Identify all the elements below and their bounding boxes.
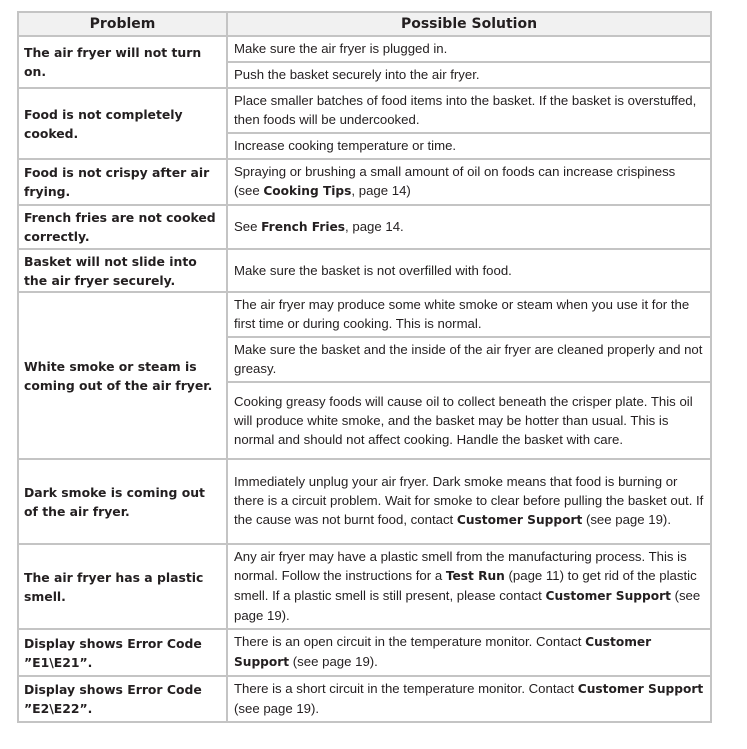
solution-text: There is an open circuit in the temperature monitor. Contact [234,634,586,649]
solution-text: (see page 19). [289,654,378,669]
problem-cell: Food is not completely cooked. [18,88,227,159]
solution-cell [227,249,711,292]
solution-cell [227,88,711,133]
solution-text: Increase cooking temperature or time. [234,138,457,153]
table-row [18,249,711,292]
solution-text: Cooking greasy foods will cause oil to collect beneath the crisper plate. This oil will produce white smoke, and the basket may be hotter than usual. This is normal and should not affect cooking. Handle the basket with care. [234,393,693,447]
solution-reference-bold: Cooking Tips [263,184,352,198]
solution-reference-bold: Test Run [445,569,505,583]
solution-cell [227,459,711,544]
solution-cell [227,133,711,159]
table-row [18,159,711,205]
table-row [18,459,711,544]
problem-cell: White smoke or steam is coming out of the air fryer. [18,292,227,459]
table-row [18,36,711,62]
table-row [18,292,711,337]
problem-cell: Basket will not slide into the air fryer securely. [18,249,227,292]
solution-text: Immediately unplug your air fryer. Dark smoke means that food is burning or there is a circuit problem. Wait for smoke to clear before pulling the basket out. If the cause was not burnt food, contact [234,474,704,527]
table-body [18,36,711,722]
solution-cell [227,205,711,249]
solution-text: There is a short circuit in the temperature monitor. Contact [234,681,578,696]
solution-cell [227,337,711,382]
solution-text: Make sure the air fryer is plugged in. [234,41,448,56]
solution-cell [227,62,711,88]
solution-cell [227,382,711,459]
solution-reference-bold: Customer Support [545,589,671,603]
solution-text: Push the basket securely into the air fryer. [234,67,480,82]
solution-cell [227,676,711,722]
problem-column-header: Problem [18,12,227,36]
solution-text: Make sure the basket is not overfilled with food. [234,262,512,278]
problem-cell: Display shows Error Code ”E2\E22”. [18,676,227,722]
solution-text: , page 14) [351,183,411,198]
problem-cell: Food is not crispy after air frying. [18,159,227,205]
table-row [18,544,711,629]
table-row [18,88,711,133]
problem-cell: French fries are not cooked correctly. [18,205,227,249]
troubleshooting-table [17,11,712,723]
solution-cell [227,159,711,205]
solution-text: (see page 19). [234,701,320,716]
solution-column-header: Possible Solution [227,12,711,36]
table-row [18,205,711,249]
troubleshooting-table-wrapper [17,11,710,723]
solution-text: (see page 19). [582,512,671,527]
solution-reference-bold: Customer Support [577,682,704,696]
table-header-row [18,12,711,36]
solution-text: Spraying or brushing a small amount of oil on foods can increase crispiness (see [234,164,676,198]
solution-text: (see page 19). [234,588,701,623]
solution-text: The air fryer may produce some white smoke or steam when you use it for the first time or during cooking. This is normal. [234,297,690,331]
solution-cell [227,36,711,62]
solution-reference-bold: Customer Support [456,513,583,527]
solution-cell [227,629,711,676]
table-row [18,629,711,676]
solution-text: , page 14. [345,218,404,234]
solution-text: Make sure the basket and the inside of the air fryer are cleaned properly and not greasy. [234,342,703,376]
problem-cell: Display shows Error Code ”E1\E21”. [18,629,227,676]
solution-text: Place smaller batches of food items into the basket. If the basket is overstuffed, then foods will be undercooked. [234,93,697,127]
solution-text: Any air fryer may have a plastic smell from the manufacturing process. This is normal. Follow the instructions for a [234,549,687,583]
solution-cell [227,544,711,629]
problem-cell: The air fryer will not turn on. [18,36,227,88]
solution-reference-bold: Customer Support [234,635,652,669]
table-row [18,676,711,722]
solution-text: See [234,218,262,234]
solution-cell [227,292,711,337]
solution-text: (page 11) to get rid of the plastic smell. If a plastic smell is still present, please contact [234,568,697,603]
problem-cell: The air fryer has a plastic smell. [18,544,227,629]
solution-reference-bold: French Fries [261,219,346,234]
problem-cell: Dark smoke is coming out of the air fryer. [18,459,227,544]
